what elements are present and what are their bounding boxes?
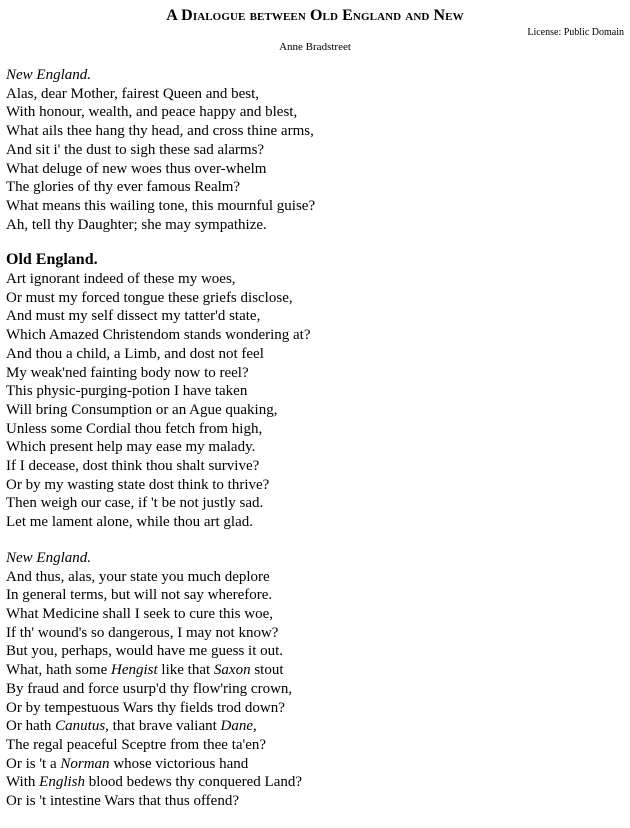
poem-line [6,270,621,289]
poem-line [6,141,621,160]
line-text: Or by my wasting state dost think to thrive? [6,476,270,493]
stanza [6,251,621,532]
poem-line [6,661,621,680]
line-text: Will bring Consumption or an Ague quaking, [6,401,278,418]
line-text: In general terms, but will not say wherefore. [6,587,273,604]
poem-line [6,85,621,104]
line-text: , that brave valiant [105,718,221,735]
speaker-heading: New England. [6,549,91,566]
italic-term: Saxon [213,662,251,679]
stanza [6,66,621,234]
line-text: whose victorious hand [109,755,249,772]
line-text: If th' wound's so dangerous, I may not know? [6,624,279,641]
line-text: This physic-purging-potion I have taken [6,383,248,400]
line-text: Which Amazed Christendom stands wondering at? [6,327,311,344]
poem-body [6,66,621,828]
line-text: like that [157,662,214,679]
line-text: What deluge of new woes thus over-whelm [6,160,267,177]
document-title: A Dialogue between Old England and New [166,7,464,24]
poem-line [6,513,621,532]
poem-line [6,476,621,495]
poem-line [6,773,621,792]
poem-line [6,624,621,643]
poem-line [6,605,621,624]
line-text: And sit i' the dust to sigh these sad alarms? [6,141,265,158]
line-text: If I decease, dost think thou shalt survive? [6,458,260,475]
poem-line [6,438,621,457]
poem-line [6,382,621,401]
poem-line [6,216,621,235]
poem-line [6,178,621,197]
line-text: Alas, dear Mother, fairest Queen and best, [6,85,260,102]
line-text: blood bedews thy conquered Land? [85,774,303,791]
line-text: Which present help may ease my malady. [6,439,256,456]
italic-term: Dane [220,718,254,735]
line-text: And thus, alas, your state you much deplore [6,568,270,585]
line-text: Then weigh our case, if 't be not justly sad. [6,495,264,512]
stanza [6,549,621,811]
line-text: What means this wailing tone, this mournful guise? [6,197,316,214]
italic-term: Norman [60,755,110,772]
poem-line [6,326,621,345]
line-text: Or is 't a [6,755,61,772]
line-text: What ails thee hang thy head, and cross thine arms, [6,123,314,140]
speaker-heading: Old England. [6,251,98,269]
poem-line [6,699,621,718]
line-text: stout [250,662,284,679]
italic-term: Canutus [55,718,106,735]
line-text: By fraud and force usurp'd thy flow'ring crown, [6,680,293,697]
line-text: And must my self dissect my tatter'd state, [6,308,261,325]
poem-line [6,364,621,383]
poem-line [6,642,621,661]
license-note: License: Public Domain [527,27,624,38]
line-text: Or is 't intestine Wars that thus offend? [6,793,239,810]
poem-line [6,792,621,811]
line-text: What Medicine shall I seek to cure this woe, [6,605,273,622]
poem-line [6,568,621,587]
poem-line [6,420,621,439]
line-text: With honour, wealth, and peace happy and blest, [6,104,298,121]
line-text: My weak'ned fainting body now to reel? [6,364,249,381]
author-name: Anne Bradstreet [279,41,351,53]
line-text: Or must my forced tongue these griefs disclose, [6,289,293,306]
poem-line [6,103,621,122]
poem-line [6,122,621,141]
line-text: Or by tempestuous Wars thy fields trod down? [6,699,285,716]
italic-term: Hengist [110,662,158,679]
line-text: What, hath some [6,662,111,679]
line-text: Or hath [6,718,56,735]
poem-line [6,586,621,605]
italic-term: English [39,774,85,791]
poem-line [6,401,621,420]
poem-line [6,307,621,326]
line-text: Let me lament alone, while thou art glad. [6,514,254,531]
poem-line [6,345,621,364]
line-text: Ah, tell thy Daughter; she may sympathize. [6,216,267,233]
poem-line [6,717,621,736]
poem-line [6,457,621,476]
poem-line [6,736,621,755]
line-text: The regal peaceful Sceptre from thee ta'en? [6,736,267,753]
poem-line [6,160,621,179]
speaker-heading: New England. [6,67,91,83]
poem-line [6,289,621,308]
line-text: , [253,718,257,735]
line-text: Unless some Cordial thou fetch from high, [6,420,263,437]
line-text: But you, perhaps, would have me guess it out. [6,643,284,660]
poem-line [6,197,621,216]
line-text: With [6,774,40,791]
line-text: And thou a child, a Limb, and dost not feel [6,345,264,362]
line-text: The glories of thy ever famous Realm? [6,179,241,196]
poem-line [6,755,621,774]
line-text: Art ignorant indeed of these my woes, [6,271,236,288]
poem-line [6,680,621,699]
poem-line [6,494,621,513]
